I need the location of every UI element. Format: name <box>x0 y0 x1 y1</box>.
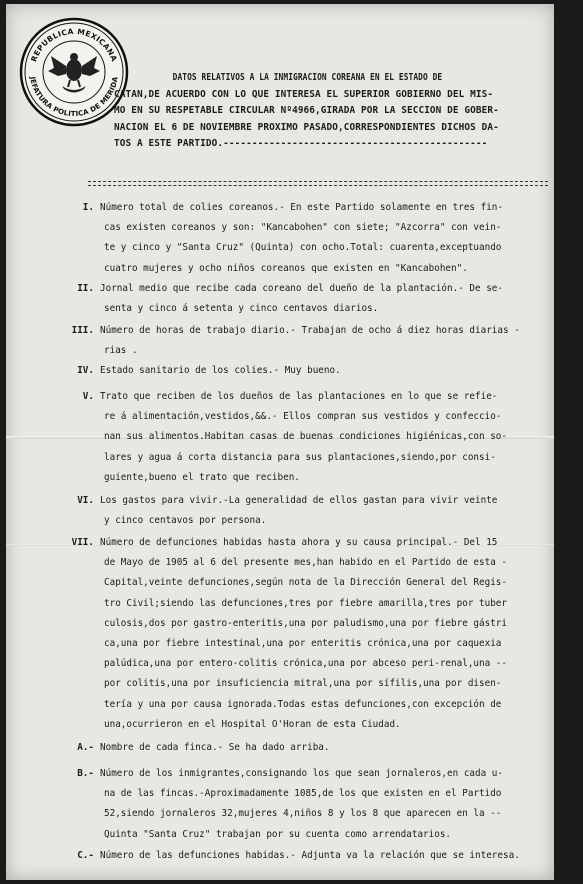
header-line: NACION EL 6 DE NOVIEMBRE PROXIMO PASADO,CORRESPONDIENTES DICHOS DA- <box>114 121 499 133</box>
body-line: Número de las defunciones habidas.- Adjunta va la relación que se interesa. <box>100 850 520 861</box>
section-number: III. <box>71 325 94 336</box>
body-line: Jornal medio que recibe cada coreano del dueño de la plantación.- De se- <box>100 283 503 294</box>
body-line: re á alimentación,vestidos,&&.- Ellos compran sus vestidos y confeccio- <box>104 411 502 423</box>
header-line: MO EN SU RESPETABLE CIRCULAR Nº4966,GIRADA POR LA SECCION DE GOBER- <box>114 105 499 116</box>
body-line: cuatro mujeres y ocho niños coreanos que existen en "Kancabohen". <box>104 262 468 274</box>
seal-bottom-text: JEFATURA POLITICA DE MERIDA <box>28 75 120 119</box>
body-line: Número de defunciones habidas hasta ahora y su causa principal.- Del 15 <box>100 537 498 548</box>
body-line: palúdica,una por entero-colitis crónica,una por abceso peri-renal,una -- <box>104 658 507 670</box>
body-line: tro Civil;siendo las defunciones,tres por fiebre amarilla,tres por tuber <box>104 597 507 609</box>
section-number: C.- <box>77 850 94 861</box>
divider-line <box>88 181 548 182</box>
section-number: VII. <box>71 537 94 548</box>
body-line: Trato que reciben de los dueños de las plantaciones en lo que se refie- <box>100 391 498 402</box>
body-line: Número de los inmigrantes,consignando los que sean jornaleros,en cada u- <box>100 768 503 779</box>
body-line: Estado sanitario de los colies.- Muy bueno. <box>100 365 341 376</box>
body-line: senta y cinco á setenta y cinco centavos diarios. <box>104 303 379 315</box>
header-line: TOS A ESTE PARTIDO.---------------------------------------------- <box>114 138 488 149</box>
body-line: na de las fincas.-Aproximadamente 1085,de los que existen en el Partido <box>104 788 502 800</box>
document-page <box>6 4 554 880</box>
body-line: ca,una por fiebre intestinal,una por enteritis crónica,una por caquexia <box>104 638 502 649</box>
body-line: Los gastos para vivir.-La generalidad de ellos gastan para vivir veinte <box>100 495 498 506</box>
body-line: tería y una por causa ignorada.Todas estas defunciones,con excepción de <box>104 698 502 710</box>
section-number: V. <box>82 391 94 402</box>
section-number: B.- <box>77 768 94 779</box>
section-number: IV. <box>77 365 94 376</box>
document-header <box>114 70 546 153</box>
body-line: y cinco centavos por persona. <box>104 515 267 527</box>
body-line: nan sus alimentos.Habitan casas de buenas condiciones higiénicas,con so- <box>104 431 507 443</box>
body-line: te y cinco y "Santa Cruz" (Quinta) con ocho.Total: cuarenta,exceptuando <box>104 242 502 254</box>
body-line: de Mayo de 1905 al 6 del presente mes,han habido en el Partido de esta - <box>104 557 507 569</box>
body-line: Número de horas de trabajo diario.- Trabajan de ocho á diez horas diarias - <box>100 325 520 336</box>
body-line: Quinta "Santa Cruz" trabajan por su cuenta como arrendatarios. <box>104 828 452 840</box>
section-number: VI. <box>77 495 94 506</box>
body-line: 52,siendo jornaleros 32,mujeres 4,niños 8 y los 8 que aparecen en la -- <box>104 808 502 820</box>
body-line: por colitis,una por insuficiencia mitral,una por sífilis,una por disen- <box>104 678 502 690</box>
body-line: una,ocurrieron en el Hospital O'Horan de esta Ciudad. <box>104 718 401 730</box>
header-line: DATOS RELATIVOS A LA INMIGRACION COREANA EN EL ESTADO DE <box>172 72 443 83</box>
divider-line <box>88 185 548 186</box>
header-line: CATAN,DE ACUERDO CON LO QUE INTERESA EL SUPERIOR GOBIERNO DEL MIS- <box>114 88 494 100</box>
body-line: Número total de colies coreanos.- En este Partido solamente en tres fin- <box>100 202 503 213</box>
section-number: II. <box>77 283 94 294</box>
body-line: guiente,bueno el trato que reciben. <box>104 471 300 483</box>
section-number: A.- <box>77 742 94 753</box>
section-number: I. <box>82 202 94 213</box>
body-line: cas existen coreanos y son: "Kancabohen" con siete; "Azcorra" con vein- <box>104 222 502 234</box>
seal-top-text: REPUBLICA MEXICANA <box>29 26 119 63</box>
body-line: Nombre de cada finca.- Se ha dado arriba. <box>100 742 330 753</box>
body-line: culosis,dos por gastro-enteritis,una por paludismo,una por fiebre gástri <box>104 617 507 629</box>
body-line: Capital,veinte defunciones,según nota de la Dirección General del Regis- <box>104 577 507 589</box>
body-line: lares y agua á corta distancia para sus plantaciones,siendo,por consi- <box>104 451 496 463</box>
body-line: rias . <box>104 345 138 357</box>
